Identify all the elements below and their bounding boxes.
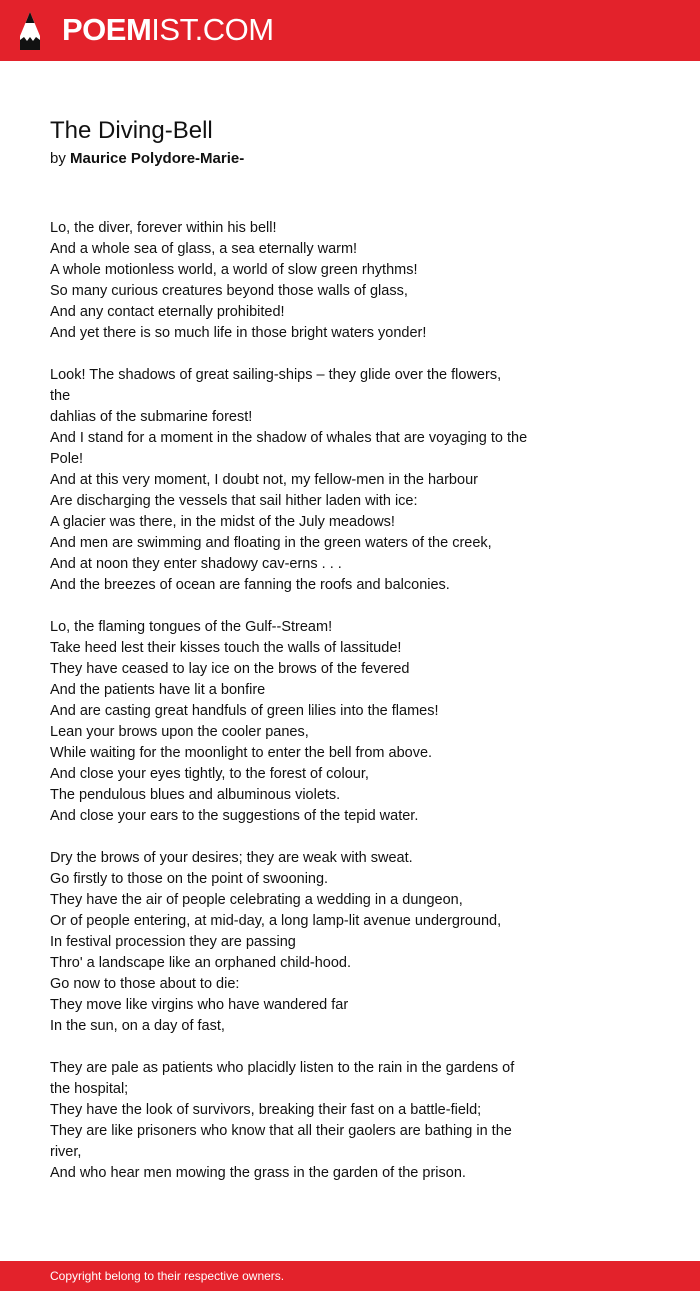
poem-line: And who hear men mowing the grass in the garden of the prison. (50, 1165, 466, 1181)
poem-line: Lean your brows upon the cooler panes, (50, 724, 309, 740)
logo-bold-part: POEM (62, 12, 152, 47)
poem-line: In festival procession they are passing (50, 934, 296, 950)
poem-line: And the breezes of ocean are fanning the roofs and balconies. (50, 577, 450, 593)
poem-line: Pole! (50, 451, 84, 467)
poem-stanza (50, 617, 570, 827)
poem-line: Go now to those about to die: (50, 976, 240, 992)
site-header (0, 0, 700, 61)
poem-line: Lo, the diver, forever within his bell! (50, 220, 277, 236)
poem-stanza (50, 218, 570, 344)
poem-line: Go firstly to those on the point of swooning. (50, 871, 329, 887)
poem-line: And are casting great handfuls of green lilies into the flames! (50, 703, 439, 719)
poem-stanza (50, 848, 570, 1037)
poem-body (50, 218, 570, 1205)
poem-line: They move like virgins who have wandered far (50, 997, 349, 1013)
byline (50, 149, 244, 169)
poem-line: So many curious creatures beyond those walls of glass, (50, 283, 408, 299)
poem-line: And men are swimming and floating in the green waters of the creek, (50, 535, 492, 551)
poem-line: Look! The shadows of great sailing-ships – they glide over the flowers, (50, 367, 502, 383)
poem-line: Thro' a landscape like an orphaned child-hood. (50, 955, 352, 971)
poem-line: And close your eyes tightly, to the forest of colour, (50, 766, 369, 782)
poem-line: And the patients have lit a bonfire (50, 682, 266, 698)
poem-line: And any contact eternally prohibited! (50, 304, 285, 320)
poem-line: And at noon they enter shadowy cav-erns . . . (50, 556, 342, 572)
poem-stanza (50, 365, 570, 596)
copyright-text: Copyright belong to their respective owners. (50, 1269, 285, 1283)
poem-line: And I stand for a moment in the shadow of whales that are voyaging to the (50, 430, 528, 446)
poem-line: And a whole sea of glass, a sea eternally warm! (50, 241, 358, 257)
poem-line: They are like prisoners who know that all their gaolers are bathing in the (50, 1123, 512, 1139)
poem-stanza (50, 1058, 570, 1184)
poem-title: The Diving-Bell (50, 117, 213, 144)
poem-line: Take heed lest their kisses touch the walls of lassitude! (50, 640, 402, 656)
poem-line: dahlias of the submarine forest! (50, 409, 253, 425)
logo-light-part: IST.COM (151, 12, 274, 47)
pencil-tip-icon[interactable] (18, 10, 42, 52)
poem-line: The pendulous blues and albuminous violets. (50, 787, 341, 803)
poem-line: They have ceased to lay ice on the brows of the fevered (50, 661, 410, 677)
poem-line: river, (50, 1144, 82, 1160)
site-logo[interactable] (62, 12, 274, 48)
poem-line: Lo, the flaming tongues of the Gulf--Stream! (50, 619, 333, 635)
poem-line: In the sun, on a day of fast, (50, 1018, 225, 1034)
poem-line: They have the look of survivors, breaking their fast on a battle-field; (50, 1102, 482, 1118)
poem-line: They have the air of people celebrating a wedding in a dungeon, (50, 892, 463, 908)
poem-line: the hospital; (50, 1081, 129, 1097)
poem-line: They are pale as patients who placidly listen to the rain in the gardens of (50, 1060, 515, 1076)
poem-line: A glacier was there, in the midst of the July meadows! (50, 514, 395, 530)
poem-line: A whole motionless world, a world of slow green rhythms! (50, 262, 418, 278)
poem-line: And at this very moment, I doubt not, my fellow-men in the harbour (50, 472, 478, 488)
poem-line: While waiting for the moonlight to enter the bell from above. (50, 745, 433, 761)
poem-line: And close your ears to the suggestions of the tepid water. (50, 808, 419, 824)
poem-line: And yet there is so much life in those bright waters yonder! (50, 325, 427, 341)
poem-line: the (50, 388, 71, 404)
poem-line: Or of people entering, at mid-day, a long lamp-lit avenue underground, (50, 913, 502, 929)
author-name: Maurice Polydore-Marie- (70, 150, 245, 167)
poem-line: Dry the brows of your desires; they are weak with sweat. (50, 850, 413, 866)
poem-line: Are discharging the vessels that sail hither laden with ice: (50, 493, 418, 509)
by-label: by (50, 150, 66, 167)
site-footer (0, 1261, 700, 1291)
